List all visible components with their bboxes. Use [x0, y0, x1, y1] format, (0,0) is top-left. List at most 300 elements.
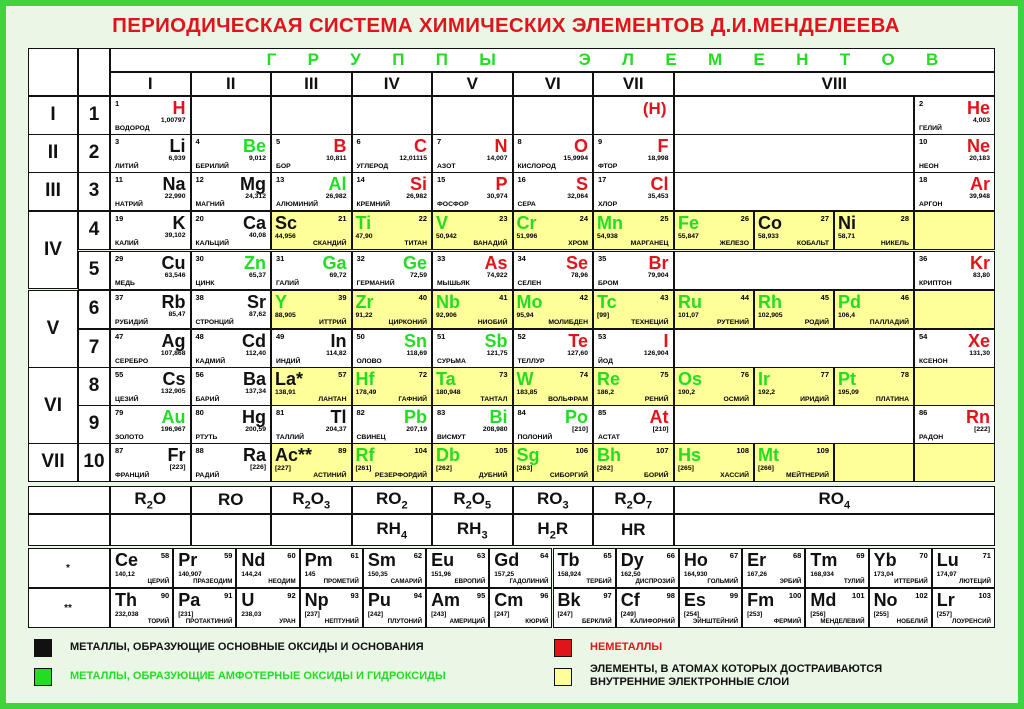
element-mass: 178,49	[355, 389, 377, 396]
element-name: КРИПТОН	[919, 279, 952, 287]
element-number: 53	[598, 332, 607, 341]
element-name: ТЕРБИЙ	[586, 578, 612, 585]
row-1	[78, 96, 110, 135]
groups-banner-letter: В	[926, 50, 939, 69]
group-header-label: II	[226, 74, 236, 93]
row-label: 7	[88, 337, 100, 359]
row-label: 9	[88, 413, 100, 435]
group8-empty	[674, 134, 914, 173]
element-name: БЕРИЛИЙ	[195, 162, 229, 170]
element-cell-Cr	[513, 211, 594, 250]
element-name: МЕНДЕЛЕВИЙ	[820, 618, 865, 625]
element-mass: [255]	[873, 611, 889, 618]
element-number: 99	[729, 591, 739, 600]
f-element-cell	[426, 548, 489, 588]
element-number: 67	[729, 551, 739, 560]
element-name: НАТРИЙ	[115, 200, 143, 208]
oxide-part: RO	[218, 490, 244, 509]
element-symbol: Mg	[240, 174, 266, 194]
element-name: ФРАНЦИЙ	[115, 471, 150, 479]
oxide-formula-text	[292, 489, 330, 511]
legend-text: НЕМЕТАЛЛЫ	[590, 641, 663, 653]
element-name: ДИСПРОЗИЙ	[635, 578, 675, 585]
period-label: VI	[44, 394, 62, 416]
element-name: ВАНАДИЙ	[473, 239, 508, 247]
element-symbol: Cs	[162, 369, 186, 389]
oxide-subscript: 2	[401, 499, 408, 512]
element-cell-Te	[513, 329, 594, 368]
element-number: 4	[195, 137, 200, 146]
hydride-part: R	[555, 518, 569, 538]
element-number: 7	[437, 137, 442, 146]
element-name: НЕПТУНИЙ	[324, 618, 359, 625]
oxide-formula	[432, 486, 513, 514]
element-number: 69	[856, 551, 865, 560]
oxide-formula-text	[614, 489, 652, 511]
group8-empty	[674, 405, 914, 444]
element-mass: 238,03	[241, 611, 262, 618]
oxide-part: R	[614, 488, 627, 508]
element-cell-B	[271, 134, 352, 173]
element-symbol: Lu	[936, 550, 959, 570]
element-mass: 167,26	[747, 571, 768, 578]
element-symbol: Ag	[161, 331, 186, 351]
element-number: 57	[338, 370, 347, 379]
element-symbol: Ge	[402, 253, 427, 273]
element-cell-Sc	[271, 211, 352, 250]
f-element-cell	[679, 548, 742, 588]
element-mass: 114,82	[326, 350, 347, 357]
period-IV	[28, 211, 78, 289]
hydride-subscript: 3	[481, 529, 488, 542]
element-symbol: Ga	[322, 253, 347, 273]
element-number: 60	[287, 551, 296, 560]
element-symbol: Fe	[678, 213, 700, 233]
groups-banner-letter: Л	[622, 50, 634, 69]
hydride-part: H	[537, 518, 550, 538]
empty-cell	[191, 514, 272, 546]
element-mass: 92,906	[436, 312, 457, 319]
element-symbol: W	[516, 369, 534, 389]
page-title: ПЕРИОДИЧЕСКАЯ СИСТЕМА ХИМИЧЕСКИХ ЭЛЕМЕНТОВ Д.И.МЕНДЕЛЕЕВА	[112, 14, 900, 37]
legend-text: МЕТАЛЛЫ, ОБРАЗУЮЩИЕ ОСНОВНЫЕ ОКСИДЫ И ОСНОВАНИЯ	[70, 641, 424, 653]
element-symbol: Zr	[355, 292, 374, 312]
element-mass: 196,967	[160, 426, 186, 433]
oxide-part: RO	[536, 488, 563, 508]
element-number: 103	[978, 591, 991, 600]
element-name: ЗОЛОТО	[115, 433, 144, 441]
row-label: 5	[88, 259, 100, 281]
element-symbol: Sr	[246, 292, 266, 312]
oxide-subscript: 2	[304, 499, 311, 512]
element-symbol: Li	[169, 136, 186, 156]
element-symbol: Lr	[936, 590, 955, 610]
element-number: 83	[437, 408, 446, 417]
element-number: 18	[919, 175, 928, 184]
element-cell-Au	[110, 405, 191, 444]
element-name: ТИТАН	[404, 239, 427, 247]
element-cell-Ta	[432, 367, 513, 406]
group-header-label: V	[466, 74, 478, 93]
element-mass: [242]	[367, 611, 384, 618]
element-symbol: Y	[275, 292, 288, 312]
oxides-label	[28, 486, 110, 514]
element-mass: [265]	[678, 465, 694, 472]
oxide-formula-text	[134, 489, 166, 511]
element-number: 65	[603, 551, 612, 560]
empty-cell	[513, 96, 594, 135]
element-mass: [222]	[974, 426, 990, 433]
element-name: ПРАЗЕОДИМ	[193, 578, 233, 585]
element-number: 105	[494, 446, 508, 455]
element-name: ТОРИЙ	[147, 618, 170, 625]
oxide-formula	[110, 486, 191, 514]
groups-banner-letter: Э	[578, 50, 591, 69]
oxide-formula	[513, 486, 594, 514]
element-mass: 85,47	[168, 311, 186, 318]
element-symbol: Nd	[241, 550, 266, 570]
row-6	[78, 290, 110, 329]
element-mass: 140,12	[115, 571, 135, 578]
element-cell-Os	[674, 367, 754, 406]
element-symbol: Ba	[242, 369, 266, 389]
row-3	[78, 172, 110, 211]
element-mass: 10,811	[326, 155, 347, 162]
groups-banner-letter: П	[435, 50, 448, 69]
element-name: КРЕМНИЙ	[356, 200, 391, 208]
element-cell-Ge	[352, 251, 433, 290]
element-name: ПОЛОНИЙ	[517, 433, 553, 441]
groups-banner-letter: О	[881, 50, 895, 69]
element-symbol: Mt	[758, 445, 779, 465]
element-symbol: Po	[564, 407, 588, 427]
element-name: ЦЕРИЙ	[147, 578, 170, 585]
element-symbol: Pm	[304, 550, 333, 570]
element-number: 76	[740, 370, 749, 379]
element-number: 70	[919, 551, 928, 560]
element-cell-Mt	[754, 443, 834, 482]
element-name: РАДИЙ	[195, 471, 220, 479]
element-number: 34	[517, 254, 526, 263]
element-name: НЕОН	[919, 162, 939, 170]
element-name: СВИНЕЦ	[356, 433, 386, 441]
element-mass: [210]	[572, 426, 588, 433]
element-cell-Tc	[593, 290, 674, 329]
groups-banner-letter: Ы	[479, 50, 496, 69]
element-mass: [247]	[494, 611, 510, 618]
element-symbol: Ho	[683, 550, 708, 570]
element-number: 12	[195, 175, 204, 184]
group8-empty	[674, 96, 914, 135]
element-mass: [262]	[597, 465, 613, 472]
f-element-cell	[236, 548, 299, 588]
element-symbol: Xe	[967, 331, 990, 351]
element-mass: 88,905	[275, 312, 296, 319]
oxide-subscript: 3	[562, 499, 569, 512]
element-symbol: Ti	[355, 213, 372, 233]
legend-text: ЭЛЕМЕНТЫ, В АТОМАХ КОТОРЫХ ДОСТРАИВАЮТСЯ ВНУТРЕННИЕ ЭЛЕКТРОННЫЕ СЛОИ	[590, 663, 883, 688]
group-header-label: VI	[544, 74, 561, 93]
element-symbol: Rh	[758, 292, 782, 312]
actinides-asterisk: **	[64, 602, 72, 614]
element-name: ФТОР	[598, 162, 618, 170]
f-element-cell	[489, 548, 552, 588]
element-mass: 208,980	[482, 426, 508, 433]
element-mass: 51,996	[516, 233, 538, 240]
element-number: 80	[195, 408, 204, 417]
empty-cell	[271, 96, 352, 135]
element-number: 102	[915, 591, 928, 600]
element-mass: 39,948	[969, 193, 990, 200]
element-number: 5	[276, 137, 281, 146]
element-name: ЛИТИЙ	[115, 162, 139, 170]
element-name: ГАДОЛИНИЙ	[509, 578, 549, 585]
element-number: 100	[788, 591, 802, 600]
element-mass: 20,183	[969, 155, 990, 162]
oxide-formula	[352, 486, 433, 514]
element-name: КАДМИЙ	[195, 357, 226, 365]
element-name: ГАЛИЙ	[276, 279, 299, 287]
element-symbol: Fm	[747, 590, 775, 610]
element-name: ИТТЕРБИЙ	[894, 578, 928, 585]
group-header-I	[110, 72, 191, 96]
element-name: ВИСМУТ	[437, 433, 466, 441]
element-symbol: H	[172, 98, 186, 118]
element-name: ЦИНК	[195, 279, 215, 287]
element-symbol: Hf	[355, 369, 375, 389]
element-number: 20	[195, 214, 204, 223]
oxide-subscript: 2	[465, 499, 472, 512]
element-number: 21	[338, 214, 347, 223]
element-number: 66	[666, 551, 675, 560]
element-number: 2	[919, 99, 924, 108]
element-cell-K	[110, 211, 191, 250]
element-mass: 26,982	[406, 193, 427, 200]
element-mass: 151,96	[431, 571, 451, 578]
element-number: 78	[900, 370, 909, 379]
element-number: 63	[476, 551, 486, 560]
element-name: ФОСФОР	[437, 200, 469, 208]
element-number: 68	[793, 551, 802, 560]
element-cell-Rf	[352, 443, 433, 482]
f-element-cell	[236, 588, 299, 628]
element-mass: 78,96	[570, 272, 588, 279]
row-5	[78, 251, 110, 290]
element-symbol: N	[494, 136, 508, 156]
element-symbol: He	[966, 98, 990, 118]
element-symbol: K	[172, 213, 186, 233]
element-number: 24	[579, 214, 588, 223]
element-symbol: In	[330, 331, 347, 351]
periods-header	[28, 48, 78, 96]
element-cell-Rb	[110, 290, 191, 329]
lanthanides-label	[28, 548, 110, 588]
element-name: ГЕЛИЙ	[919, 124, 942, 132]
actinides-label	[28, 588, 110, 628]
hydride-subscript: 2	[549, 529, 556, 542]
element-cell-C	[352, 134, 433, 173]
oxide-subscript: 3	[324, 499, 331, 512]
element-symbol: Ni	[838, 213, 856, 233]
hydride-formula	[593, 514, 674, 546]
element-cell-La	[271, 367, 352, 406]
element-symbol: Sm	[367, 550, 396, 570]
element-number: 35	[598, 254, 607, 263]
hydride-formula-text	[457, 519, 488, 541]
element-number: 75	[660, 370, 669, 379]
element-mass: 91,22	[355, 312, 373, 319]
groups-banner-letter: Е	[753, 50, 765, 69]
element-name: АЗОТ	[437, 162, 456, 170]
element-number: 74	[579, 370, 588, 379]
element-number: 51	[437, 332, 446, 341]
element-name: АЛЮМИНИЙ	[276, 200, 318, 208]
element-name: МЕДЬ	[115, 279, 135, 287]
element-number: 41	[499, 293, 508, 302]
element-name: ИТТРИЙ	[319, 318, 347, 326]
element-symbol: Nb	[436, 292, 460, 312]
element-cell-Pd	[834, 290, 914, 329]
element-cell-Zn	[191, 251, 272, 290]
element-mass: 107,868	[160, 350, 186, 357]
element-name: АРГОН	[919, 200, 943, 208]
element-cell-Br	[593, 251, 674, 290]
element-mass: 87,62	[248, 311, 266, 318]
element-symbol: Pu	[367, 590, 391, 610]
element-name: УГЛЕРОД	[356, 162, 389, 170]
oxide-formula-text	[376, 489, 408, 511]
element-mass: 30,974	[486, 193, 508, 200]
element-symbol: Cu	[161, 253, 186, 273]
element-name: ПАЛЛАДИЙ	[869, 318, 909, 326]
group-header-III	[271, 72, 352, 96]
element-number: 86	[919, 408, 928, 417]
f-element-cell	[363, 588, 426, 628]
element-mass: [231]	[178, 611, 194, 618]
element-number: 96	[540, 591, 549, 600]
element-symbol: P	[495, 174, 508, 194]
element-name: ИНДИЙ	[276, 357, 301, 365]
oxide-part: O	[632, 488, 646, 508]
element-name: КАЛИЙ	[115, 239, 139, 247]
element-number: 17	[598, 175, 607, 184]
element-name: ПЛУТОНИЙ	[387, 618, 423, 625]
element-name: РТУТЬ	[195, 433, 218, 441]
oxide-formula-text	[818, 489, 850, 511]
oxide-subscript: 5	[485, 499, 492, 512]
hydride-formula-text	[621, 520, 646, 540]
group-header-label: VII	[622, 74, 644, 93]
element-number: 82	[356, 408, 365, 417]
f-element-cell	[805, 588, 868, 628]
element-number: 11	[115, 175, 123, 184]
element-number: 28	[900, 214, 909, 223]
element-number: 46	[900, 293, 909, 302]
empty-cell	[914, 443, 995, 482]
element-name: ЖЕЛЕЗО	[719, 239, 749, 247]
element-name: МАГНИЙ	[195, 200, 225, 208]
element-cell-Rn	[914, 405, 995, 444]
element-symbol: I	[663, 331, 669, 351]
element-symbol: At	[649, 407, 669, 427]
element-symbol: Ru	[678, 292, 702, 312]
element-cell-Ra	[191, 443, 272, 482]
element-cell-Hf	[352, 367, 433, 406]
element-number: 32	[356, 254, 365, 263]
element-name: РЕЗЕРФОРДИЙ	[374, 471, 427, 479]
element-mass: [257]	[936, 611, 952, 618]
element-symbol: Be	[242, 136, 266, 156]
element-symbol: Cr	[516, 213, 537, 233]
period-V	[28, 290, 78, 368]
element-symbol: Br	[648, 253, 669, 273]
groups-banner-letter: Н	[796, 50, 809, 69]
oxide-subscript: 2	[146, 499, 153, 512]
element-mass: 74,922	[486, 272, 508, 279]
element-cell-Mn	[593, 211, 674, 250]
row-label: 1	[88, 104, 100, 126]
element-mass: 144,24	[241, 571, 262, 578]
element-mass: 24,312	[245, 193, 266, 200]
element-cell-Na	[110, 172, 191, 211]
element-symbol: Hg	[242, 407, 266, 427]
element-mass: 18,998	[647, 155, 669, 162]
element-symbol: La*	[275, 369, 304, 389]
element-number: 43	[660, 293, 669, 302]
group-header-label: I	[147, 74, 153, 93]
hydride-formula-text	[537, 519, 568, 541]
f-element-cell	[553, 588, 616, 628]
element-number: 50	[356, 332, 365, 341]
element-cell-Tl	[271, 405, 352, 444]
element-symbol: Cf	[620, 590, 640, 610]
element-mass: 9,012	[248, 155, 266, 162]
oxide-part: R	[134, 488, 147, 508]
element-symbol: Pb	[403, 407, 427, 427]
element-name: КАЛИФОРНИЙ	[630, 618, 675, 625]
element-cell-Cl	[593, 172, 674, 211]
element-mass: 4,003	[972, 117, 990, 124]
oxide-part: R	[453, 488, 466, 508]
element-symbol: Th	[115, 590, 137, 610]
element-symbol: No	[873, 590, 898, 610]
element-mass: 232,038	[115, 611, 139, 618]
element-name: ЙОД	[598, 357, 613, 365]
element-number: 6	[356, 137, 361, 146]
element-symbol: Yb	[873, 550, 897, 570]
empty-cell	[432, 96, 513, 135]
element-cell-In	[271, 329, 352, 368]
element-name: РАДОН	[919, 433, 944, 441]
element-symbol: Cl	[650, 174, 669, 194]
element-symbol: Rb	[161, 292, 186, 312]
empty-cell	[914, 290, 995, 329]
element-name: ОСМИЙ	[723, 395, 749, 403]
element-number: 93	[350, 591, 359, 600]
element-symbol: Ir	[758, 369, 771, 389]
element-mass: 112,40	[245, 350, 266, 357]
element-name: КИСЛОРОД	[517, 162, 556, 170]
element-mass: 39,102	[164, 232, 186, 239]
element-symbol: Cd	[242, 331, 266, 351]
element-cell-Ni	[834, 211, 914, 250]
f-element-cell	[616, 588, 679, 628]
element-number: 26	[740, 214, 749, 223]
row-label: 8	[88, 375, 100, 397]
element-mass: [262]	[436, 465, 452, 472]
element-cell-Ag	[110, 329, 191, 368]
group-header-II	[191, 72, 272, 96]
